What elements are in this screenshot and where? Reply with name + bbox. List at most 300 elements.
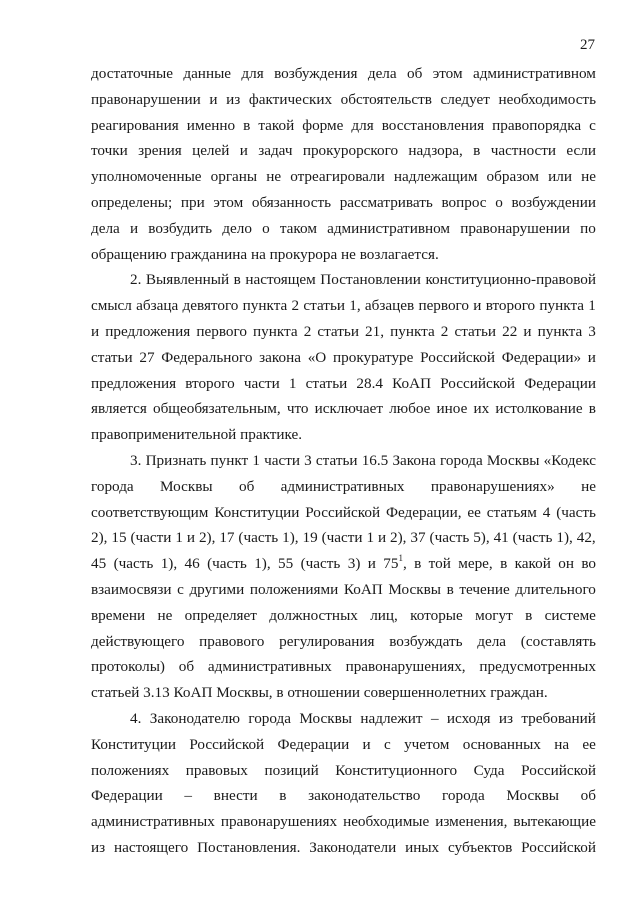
- word: их: [473, 400, 490, 418]
- word: 15: [111, 529, 127, 547]
- word: не: [581, 477, 596, 495]
- word: надлежит: [360, 709, 423, 727]
- word: Российской: [305, 503, 381, 521]
- word: этом: [213, 193, 244, 211]
- word: Федерации: [524, 374, 596, 392]
- text-line: [91, 164, 596, 190]
- word: течение: [459, 580, 510, 598]
- text-line: [91, 654, 596, 680]
- word: Москвы: [388, 580, 441, 598]
- word: реагирования: [91, 116, 179, 134]
- word: 1),: [282, 529, 299, 547]
- word: о: [495, 193, 503, 211]
- word: –: [184, 787, 192, 805]
- word: в: [233, 271, 241, 289]
- word: города: [440, 451, 483, 469]
- word: и: [377, 529, 387, 547]
- document-body: [91, 61, 596, 861]
- word: первого: [196, 322, 247, 340]
- word: необходимые: [343, 813, 430, 831]
- word: для: [351, 116, 374, 134]
- text-line: [91, 242, 596, 268]
- word: той: [428, 555, 451, 573]
- word: таком: [279, 219, 317, 237]
- word: правонарушениях,: [345, 658, 466, 676]
- word: Федерации»: [501, 348, 582, 366]
- word: в: [276, 684, 288, 702]
- word: дела: [477, 632, 507, 650]
- word: 2),: [390, 529, 407, 547]
- word: 27: [139, 348, 155, 366]
- word: Российской: [189, 735, 265, 753]
- word: 1),: [556, 529, 573, 547]
- word: Законодателю: [149, 709, 240, 727]
- word: Российской: [420, 348, 495, 366]
- word: на: [554, 735, 570, 753]
- word: настоящего: [114, 838, 189, 856]
- text-line: [91, 603, 596, 629]
- word: 1),: [160, 555, 178, 573]
- word: Москвы: [486, 451, 540, 469]
- word: другими: [189, 580, 245, 598]
- word: длительного: [515, 580, 596, 598]
- word: если: [566, 142, 596, 160]
- word: 41: [493, 529, 509, 547]
- word: Москвы: [506, 787, 559, 805]
- word: является: [91, 400, 147, 418]
- word: отреагировали: [290, 168, 385, 186]
- word: Федерации: [277, 735, 350, 753]
- word: для: [241, 65, 264, 82]
- text-line: [91, 629, 596, 655]
- word: практике.: [240, 426, 303, 444]
- word: правонарушении: [91, 90, 201, 108]
- word: не: [341, 245, 360, 263]
- word: 19: [302, 529, 318, 547]
- word: отношении: [287, 684, 364, 702]
- word: в: [446, 580, 454, 598]
- word: правонарушении: [460, 219, 571, 237]
- word: Признать: [145, 451, 207, 469]
- word: с: [384, 735, 391, 753]
- word: части: [243, 374, 280, 392]
- word: учетом: [404, 735, 450, 753]
- word: административных: [91, 813, 215, 831]
- word: дела: [91, 219, 120, 237]
- word: именно: [186, 116, 236, 134]
- text-line: [91, 87, 596, 113]
- text-line: [91, 267, 596, 293]
- word: на: [250, 245, 270, 263]
- word: Законодатели: [309, 838, 397, 856]
- word: 28.4: [356, 374, 383, 392]
- word: правоприменительной: [91, 426, 241, 444]
- word: об: [178, 658, 195, 676]
- text-line: [91, 396, 596, 422]
- word: возлагается.: [359, 245, 439, 263]
- text-line: [91, 319, 596, 345]
- word: 4: [542, 503, 551, 521]
- word: девятого: [182, 297, 239, 315]
- word: 1: [252, 451, 260, 469]
- page-number: 27: [580, 37, 595, 53]
- word: Федерации,: [385, 503, 462, 521]
- word: 1),: [254, 555, 271, 573]
- word: и: [367, 555, 376, 573]
- word: надлежащим: [393, 168, 478, 186]
- word: основанных: [462, 735, 541, 753]
- word: КоАП: [173, 684, 217, 702]
- word: могут: [475, 606, 513, 624]
- word: КоАП: [392, 374, 432, 392]
- word: Постановления.: [197, 838, 301, 856]
- word: исходя: [446, 709, 491, 727]
- word: 2: [291, 297, 300, 315]
- word: закона: [259, 348, 301, 366]
- word: уполномоченные: [91, 168, 202, 186]
- word: $75^1$,: [383, 553, 407, 573]
- word: Конституции: [214, 503, 300, 521]
- word: Суда: [473, 761, 505, 779]
- word: пункта: [537, 322, 583, 340]
- word: внести: [213, 787, 258, 805]
- word: в: [279, 787, 287, 805]
- word: (часть: [113, 555, 154, 573]
- word: не: [581, 168, 596, 186]
- text-line: [91, 680, 596, 706]
- word: правовых: [185, 761, 248, 779]
- word: истолкование: [495, 400, 583, 418]
- word: города: [442, 787, 485, 805]
- word: в: [473, 142, 481, 160]
- word: системе: [544, 606, 596, 624]
- text-line: [91, 732, 596, 758]
- word: Выявленный: [145, 271, 230, 289]
- word: образом: [486, 168, 540, 186]
- word: «Кодекс: [543, 451, 596, 469]
- word: 1: [366, 529, 375, 547]
- word: должностных: [269, 606, 358, 624]
- word: пункта: [390, 322, 435, 340]
- text-line: [91, 706, 596, 732]
- word: (часть: [556, 503, 596, 521]
- word: административном: [472, 65, 596, 82]
- word: и: [91, 322, 100, 340]
- word: 22: [502, 322, 518, 340]
- word: соответствующим: [91, 503, 209, 521]
- word: предложения: [91, 374, 177, 392]
- word: 1: [175, 529, 183, 547]
- word: 2),: [91, 529, 108, 547]
- word: прокурорского: [302, 142, 399, 160]
- word: и: [129, 219, 139, 237]
- word: действующего: [91, 632, 185, 650]
- word: прокурора: [269, 245, 342, 263]
- word: возбуждать: [389, 632, 463, 650]
- word: дело: [222, 219, 252, 237]
- word: 21,: [365, 322, 385, 340]
- word: иное: [436, 400, 468, 418]
- word: 46: [184, 555, 200, 573]
- word: предусмотренных: [479, 658, 596, 676]
- word: этом: [432, 65, 463, 82]
- word: совершеннолетних: [363, 684, 491, 702]
- text-line: [91, 448, 596, 474]
- text-line: [91, 474, 596, 500]
- word: определяет: [184, 606, 257, 624]
- word: об: [407, 65, 423, 82]
- word: зрения: [138, 142, 182, 160]
- word: 3.: [130, 451, 142, 469]
- word: любое: [389, 400, 431, 418]
- word: из: [91, 838, 106, 856]
- word: задач: [258, 142, 293, 160]
- word: Москвы,: [216, 684, 277, 702]
- word: 5),: [473, 529, 490, 547]
- word: по: [580, 219, 596, 237]
- text-line: [91, 216, 596, 242]
- word: (часть: [512, 529, 553, 547]
- word: об: [238, 477, 255, 495]
- word: Постановлении: [320, 271, 421, 289]
- word: частности: [490, 142, 557, 160]
- word: не: [266, 168, 282, 186]
- word: конституционно-правовой: [425, 271, 596, 289]
- word: во: [581, 555, 596, 573]
- word: первого: [418, 297, 470, 315]
- word: взаимосвязи: [91, 580, 172, 598]
- word: обстоятельств: [340, 90, 432, 108]
- word: возбуждения: [274, 65, 358, 82]
- word: абзацев: [364, 297, 415, 315]
- word: 2),: [198, 529, 216, 547]
- word: которые: [410, 606, 463, 624]
- word: в: [500, 555, 508, 573]
- word: 3: [304, 451, 312, 469]
- word: законодательство: [308, 787, 421, 805]
- word: и: [587, 348, 596, 366]
- word: граждан.: [490, 684, 548, 702]
- word: 3: [588, 322, 596, 340]
- word: статьи: [454, 322, 497, 340]
- word: в: [525, 606, 533, 624]
- word: протоколы): [91, 658, 165, 676]
- word: гражданина: [170, 245, 251, 263]
- word: 4.: [130, 709, 142, 727]
- word: дела: [367, 65, 397, 82]
- word: он: [558, 555, 574, 573]
- word: 55: [278, 555, 294, 573]
- word: изменения,: [435, 813, 508, 831]
- word: 37: [410, 529, 426, 547]
- word: с: [177, 580, 184, 598]
- word: Российской: [440, 374, 516, 392]
- word: о: [262, 219, 270, 237]
- text-line: [91, 577, 596, 603]
- word: иных: [405, 838, 440, 856]
- word: Конституционного: [335, 761, 458, 779]
- text-line: [91, 500, 596, 526]
- word: абзаца: [136, 297, 179, 315]
- word: и: [239, 142, 248, 160]
- word: форме: [302, 116, 344, 134]
- word: с: [589, 116, 596, 134]
- word: Конституции: [91, 735, 177, 753]
- word: из: [498, 709, 513, 727]
- word: 45: [91, 555, 107, 573]
- word: второго: [485, 297, 536, 315]
- word: ее: [467, 503, 481, 521]
- word: точки: [91, 142, 128, 160]
- word: статьи: [315, 451, 358, 469]
- word: что: [286, 400, 309, 418]
- word: статьи: [305, 374, 348, 392]
- word: и: [362, 735, 371, 753]
- word: административном: [327, 219, 451, 237]
- word: прокуратуре: [333, 348, 414, 366]
- word: (части: [130, 529, 172, 547]
- word: –: [430, 709, 439, 727]
- word: правопорядка: [492, 116, 582, 134]
- word: Федерального: [161, 348, 253, 366]
- word: определены;: [91, 193, 173, 211]
- word: административных: [207, 658, 332, 676]
- word: исключает: [314, 400, 384, 418]
- word: фактических: [248, 90, 333, 108]
- word: КоАП: [343, 580, 383, 598]
- word: 17: [219, 529, 235, 547]
- word: (части: [321, 529, 363, 547]
- word: пункт: [210, 451, 249, 469]
- text-line: [91, 551, 596, 577]
- word: 2: [440, 322, 449, 340]
- word: при: [180, 193, 205, 211]
- word: статьям: [486, 503, 537, 521]
- word: 42,: [576, 529, 596, 547]
- word: обязанность: [251, 193, 332, 211]
- text-line: [91, 113, 596, 139]
- text-line: [91, 525, 596, 551]
- word: в: [588, 400, 596, 418]
- text-line: [91, 190, 596, 216]
- word: и: [473, 297, 482, 315]
- word: предложения: [105, 322, 191, 340]
- word: ее: [582, 735, 596, 753]
- word: 3.13: [143, 684, 174, 702]
- word: Москвы: [160, 477, 213, 495]
- word: правонарушениях: [220, 813, 338, 831]
- word: положениях: [91, 761, 170, 779]
- word: правового: [199, 632, 265, 650]
- word: (часть: [238, 529, 279, 547]
- word: 1,: [349, 297, 361, 315]
- word: об: [580, 787, 596, 805]
- word: надзора,: [408, 142, 463, 160]
- word: Федерации: [91, 787, 163, 805]
- word: смысл: [91, 297, 132, 315]
- word: 1: [288, 374, 297, 392]
- word: статьи: [317, 322, 359, 340]
- word: данные: [183, 65, 232, 82]
- word: возбудить: [148, 219, 213, 237]
- word: пункта: [539, 297, 585, 315]
- word: вопрос: [441, 193, 487, 211]
- word: (часть: [207, 555, 247, 573]
- word: в: [414, 555, 422, 573]
- word: настоящем: [245, 271, 316, 289]
- word: административных: [280, 477, 405, 495]
- word: рассматривать: [339, 193, 433, 211]
- word: статьи: [91, 348, 133, 366]
- word: органы: [210, 168, 258, 186]
- word: пункта: [242, 297, 288, 315]
- word: Москвы: [299, 709, 352, 727]
- text-line: [91, 138, 596, 164]
- word: «О: [307, 348, 327, 366]
- word: необходимость: [498, 90, 596, 108]
- word: пункта: [253, 322, 298, 340]
- word: не: [157, 606, 173, 624]
- word: 16.5: [361, 451, 389, 469]
- text-line: [91, 835, 596, 861]
- text-line: [91, 345, 596, 371]
- word: времени: [91, 606, 146, 624]
- word: субъектов: [448, 838, 513, 856]
- word: позиций: [264, 761, 319, 779]
- word: Российской: [521, 761, 596, 779]
- word: и: [209, 90, 218, 108]
- word: города: [91, 477, 134, 495]
- word: достаточные: [91, 65, 173, 82]
- text-line: [91, 422, 596, 448]
- word: (часть: [300, 555, 341, 573]
- word: восстановления: [381, 116, 485, 134]
- word: города: [248, 709, 292, 727]
- word: требований: [521, 709, 596, 727]
- text-line: [91, 371, 596, 397]
- word: статьи: [303, 297, 345, 315]
- word: обращению: [91, 245, 171, 263]
- word: 2.: [130, 271, 142, 289]
- word: (часть: [429, 529, 470, 547]
- word: части: [264, 451, 300, 469]
- word: и: [186, 529, 196, 547]
- word: такой: [258, 116, 295, 134]
- word: лиц,: [370, 606, 398, 624]
- word: (составлять: [520, 632, 596, 650]
- word: вытекающие: [513, 813, 596, 831]
- word: Закона: [392, 451, 436, 469]
- text-line: [91, 293, 596, 319]
- word: 3): [347, 555, 361, 573]
- word: следует: [440, 90, 490, 108]
- word: в: [243, 116, 251, 134]
- word: возбуждении: [511, 193, 596, 211]
- word: статьей: [91, 684, 144, 702]
- word: Российской: [521, 838, 596, 856]
- text-line: [91, 783, 596, 809]
- word: 2: [303, 322, 312, 340]
- word: мере,: [458, 555, 493, 573]
- word: правонарушениях»: [430, 477, 555, 495]
- word: общеобязательным,: [152, 400, 281, 418]
- superscript: 1: [398, 553, 403, 564]
- word: какой: [514, 555, 551, 573]
- word: второго: [185, 374, 235, 392]
- word: и: [523, 322, 532, 340]
- word: регулирования: [279, 632, 375, 650]
- word: положениями: [249, 580, 339, 598]
